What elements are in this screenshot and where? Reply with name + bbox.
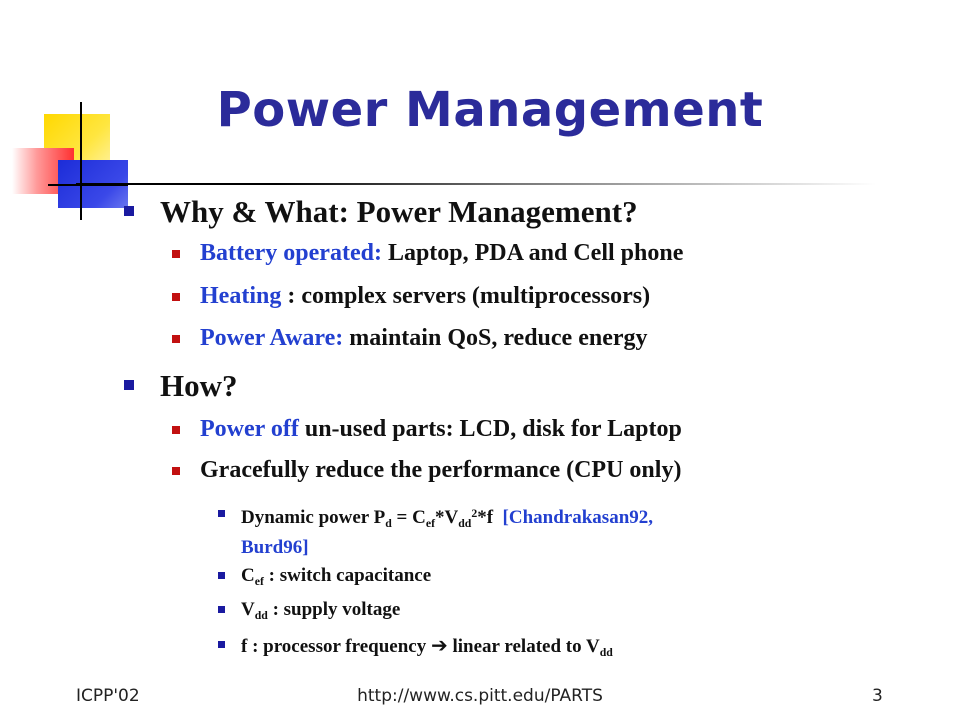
footer-url: http://www.cs.pitt.edu/PARTS (357, 686, 603, 706)
bullet-rest: : supply voltage (267, 599, 401, 620)
footer-left: ICPP'02 (76, 686, 140, 706)
bullet-cef (218, 564, 431, 594)
formula-sub: dd (458, 516, 472, 530)
bullet-dynamic-power (218, 502, 653, 560)
formula-prefix: Dynamic power P (241, 506, 386, 528)
bullet-frequency (218, 633, 613, 665)
bullet-text (200, 240, 683, 267)
square-bullet-icon (172, 426, 180, 434)
bullet-gracefully (172, 457, 681, 484)
bullet-power-off (172, 416, 682, 443)
bullet-keyword: Power off (200, 416, 299, 442)
bullet-vdd (218, 598, 400, 628)
square-bullet-icon (172, 467, 180, 475)
bullet-rest: : complex servers (multiprocessors) (281, 283, 651, 309)
bullet-text (200, 416, 682, 443)
formula-part: = C (391, 506, 426, 528)
citation: [Chandrakasan92, (502, 506, 654, 528)
citation: Burd96] (241, 536, 309, 558)
bullet-text: Gracefully reduce the performance (CPU only) (200, 457, 682, 483)
arrow-right-icon: ➔ (430, 633, 448, 657)
symbol-sub: ef (254, 575, 264, 589)
bullet-rest: f : processor frequency (241, 636, 431, 657)
square-bullet-icon (172, 335, 180, 343)
bullet-keyword: Power Aware: (200, 325, 344, 351)
formula-sup: 2 (471, 507, 478, 520)
bullet-how (124, 368, 238, 404)
decor-vertical-line (80, 102, 82, 220)
symbol: V (241, 599, 255, 620)
bullet-rest: : switch capacitance (263, 565, 432, 586)
bullet-rest: un-used parts: LCD, disk for Laptop (298, 416, 682, 442)
formula-sub: ef (425, 516, 435, 530)
bullet-text: Why & What: Power Management? (160, 194, 638, 229)
bullet-text: How? (160, 368, 238, 403)
slide-title: Power Management (216, 82, 764, 138)
bullet-why-what (124, 194, 638, 230)
bullet-heating (172, 283, 650, 310)
bullet-battery (172, 240, 683, 267)
symbol-sub: dd (254, 609, 268, 623)
bullet-text (241, 633, 613, 665)
square-bullet-icon (218, 510, 225, 517)
bullet-text (200, 325, 648, 352)
bullet-text (200, 283, 650, 310)
bullet-text (241, 598, 400, 628)
bullet-rest: linear related to V (447, 636, 600, 657)
bullet-keyword: Heating (200, 283, 282, 309)
bullet-power-aware (172, 325, 648, 352)
formula-part: *V (435, 506, 459, 528)
bullet-rest: Laptop, PDA and Cell phone (381, 240, 684, 266)
symbol-sub: dd (599, 646, 613, 660)
bullet-text (241, 502, 653, 560)
square-bullet-icon (218, 572, 225, 579)
bullet-text (241, 564, 431, 594)
square-bullet-icon (172, 293, 180, 301)
formula-sub: d (385, 516, 392, 530)
title-underline (76, 183, 876, 185)
bullet-keyword: Battery operated: (200, 240, 382, 266)
square-bullet-icon (124, 380, 134, 390)
square-bullet-icon (172, 250, 180, 258)
bullet-rest: maintain QoS, reduce energy (343, 325, 648, 351)
square-bullet-icon (218, 606, 225, 613)
page-number: 3 (872, 686, 883, 706)
square-bullet-icon (124, 206, 134, 216)
symbol: C (241, 565, 255, 586)
square-bullet-icon (218, 641, 225, 648)
formula-part: *f (477, 506, 503, 528)
